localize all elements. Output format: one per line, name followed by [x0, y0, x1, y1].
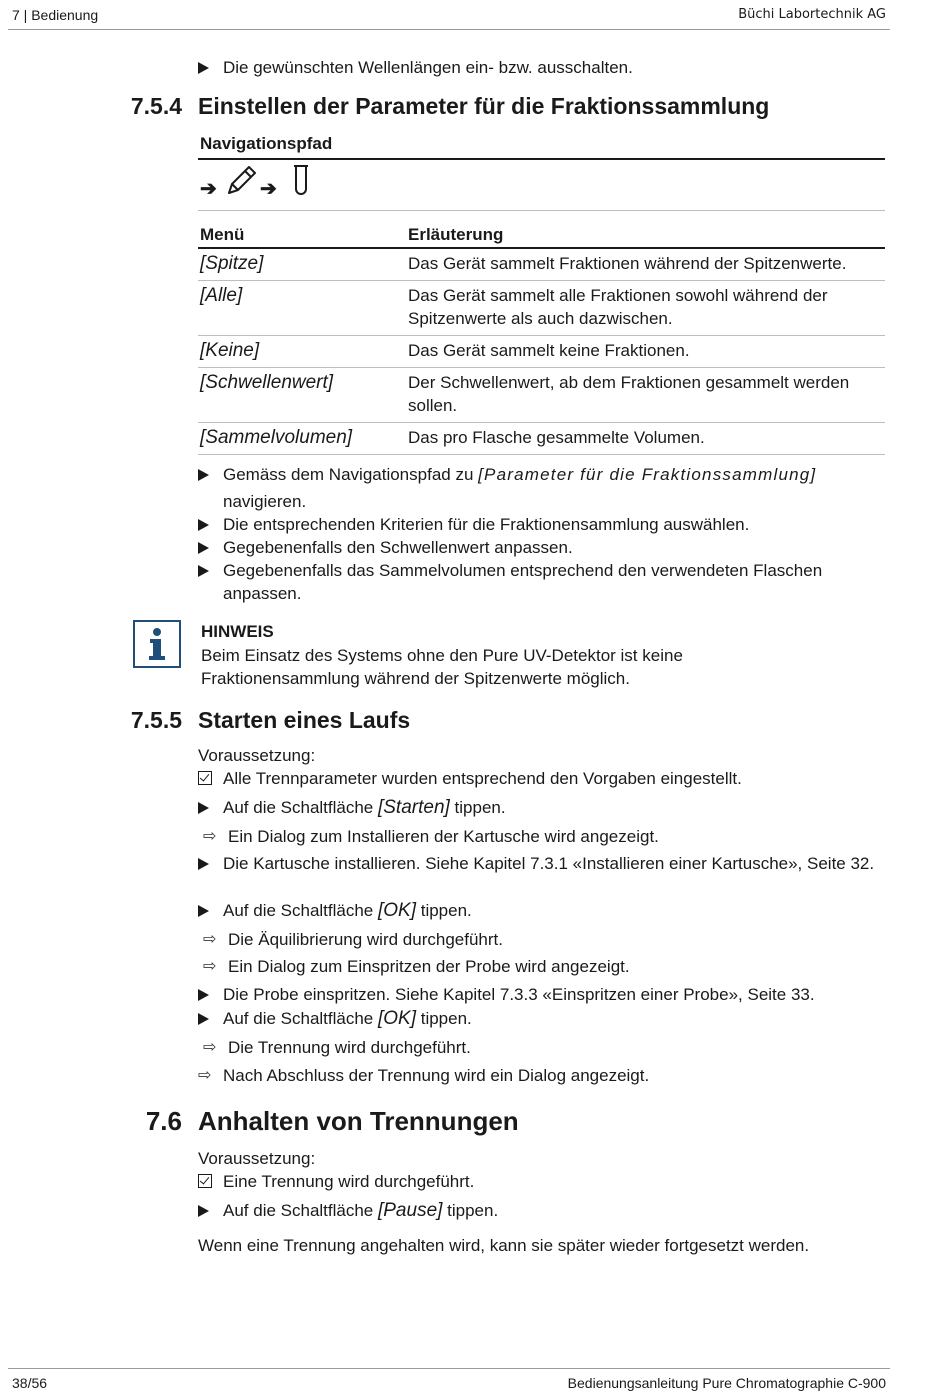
table-cell-description: Das Gerät sammelt Fraktionen während der Spitzenwerte.	[406, 248, 885, 281]
header-divider	[8, 29, 890, 30]
table-cell-description: Das pro Flasche gesammelte Volumen.	[406, 423, 885, 455]
checkbox-icon	[198, 771, 212, 785]
bullet-triangle-icon	[198, 1205, 209, 1217]
table-cell-description: Das Gerät sammelt alle Fraktionen sowohl während der Spitzenwerte als auch dazwischen.	[406, 281, 885, 336]
nav-path-title: Navigationspfad	[200, 134, 333, 153]
section-title-754: Einstellen der Parameter für die Fraktionssammlung	[198, 93, 770, 119]
table-cell-menu: [Sammelvolumen]	[198, 423, 406, 455]
step-navigate-cont: navigieren.	[223, 492, 307, 511]
prerequisite-item: Eine Trennung wird durchgeführt.	[198, 1170, 878, 1193]
step-inject-sample: Die Probe einspritzen. Siehe Kapitel 7.3.3 «Einspritzen einer Probe», Seite 33.	[198, 983, 878, 1006]
prerequisite-label: Voraussetzung:	[198, 1149, 316, 1168]
result-arrow-icon: ⇨	[203, 1039, 217, 1056]
intro-step: Die gewünschten Wellenlängen ein- bzw. ausschalten.	[198, 56, 878, 79]
bullet-triangle-icon	[198, 1013, 209, 1025]
table-header-row	[198, 222, 885, 248]
bullet-triangle-icon	[198, 469, 209, 481]
prerequisite-label: Voraussetzung:	[198, 746, 316, 765]
section-title-755: Starten eines Laufs	[198, 707, 411, 733]
step-install-cartridge: Die Kartusche installieren. Siehe Kapitel 7.3.1 «Installieren einer Kartusche», Seite 32.	[198, 852, 878, 875]
result-item: ⇨ Ein Dialog zum Einspritzen der Probe wird angezeigt.	[203, 957, 630, 976]
nav-path-bottom-rule	[198, 210, 885, 211]
footer-divider	[8, 1368, 890, 1369]
result-arrow-icon: ⇨	[203, 828, 217, 845]
note-text: Beim Einsatz des Systems ohne den Pure UV-Detektor ist keine Fraktionensammlung während der Spitzenwerte möglich.	[201, 646, 683, 688]
step-threshold: Gegebenenfalls den Schwellenwert anpassen.	[198, 536, 878, 559]
checkbox-icon	[198, 1174, 212, 1188]
table-cell-menu: [Spitze]	[198, 248, 406, 281]
table-cell-description: Das Gerät sammelt keine Fraktionen.	[406, 336, 885, 368]
menu-table	[198, 222, 885, 455]
ui-button-label: [OK]	[377, 1008, 416, 1029]
bullet-triangle-icon	[198, 858, 209, 870]
section-title-76: Anhalten von Trennungen	[198, 1106, 519, 1136]
footer-document-title: Bedienungsanleitung Pure Chromatographie C-900	[567, 1375, 886, 1391]
table-cell-menu: [Keine]	[198, 336, 406, 368]
table-row	[198, 248, 885, 281]
bullet-triangle-icon	[198, 565, 209, 577]
page-number: 38/56	[12, 1375, 48, 1391]
ui-button-label: [Starten]	[377, 797, 450, 818]
step-tap-ok: Auf die Schaltfläche [OK] tippen.	[198, 899, 878, 922]
step-navigate: Gemäss dem Navigationspfad zu [Parameter für die Fraktionssammlung]	[198, 463, 878, 486]
bullet-triangle-icon	[198, 542, 209, 554]
table-header-menu: Menü	[198, 222, 406, 248]
step-tap-ok: Auf die Schaltfläche [OK] tippen.	[198, 1007, 878, 1030]
note-title: HINWEIS	[201, 622, 274, 641]
header-company: Büchi Labortechnik AG	[738, 7, 886, 22]
arrow-right-icon: ➔	[260, 178, 277, 200]
header-chapter: 7 | Bedienung	[12, 7, 99, 23]
closing-paragraph: Wenn eine Trennung angehalten wird, kann sie später wieder fortgesetzt werden.	[198, 1236, 810, 1255]
table-header-description: Erläuterung	[406, 222, 885, 248]
prerequisite-item: Alle Trennparameter wurden entsprechend den Vorgaben eingestellt.	[198, 767, 878, 790]
arrow-right-icon: ➔	[200, 178, 217, 200]
result-arrow-icon: ⇨	[198, 1067, 212, 1084]
result-item: ⇨ Nach Abschluss der Trennung wird ein Dialog angezeigt.	[198, 1066, 650, 1085]
info-icon	[133, 620, 181, 668]
result-item: ⇨ Die Äquilibrierung wird durchgeführt.	[203, 930, 503, 949]
bullet-triangle-icon	[198, 905, 209, 917]
result-item: ⇨ Ein Dialog zum Installieren der Kartusche wird angezeigt.	[203, 827, 659, 846]
result-arrow-icon: ⇨	[203, 931, 217, 948]
table-row	[198, 368, 885, 423]
ui-path-label: [Parameter für die Fraktionssammlung]	[478, 465, 817, 484]
step-select-criteria: Die entsprechenden Kriterien für die Fraktionensammlung auswählen.	[198, 513, 878, 536]
step-tap-pause: Auf die Schaltfläche [Pause] tippen.	[198, 1199, 878, 1222]
step-tap-start: Auf die Schaltfläche [Starten] tippen.	[198, 796, 878, 819]
table-row	[198, 423, 885, 455]
pencil-icon	[224, 164, 258, 198]
table-cell-menu: [Alle]	[198, 281, 406, 336]
test-tube-icon	[290, 164, 312, 196]
ui-button-label: [Pause]	[377, 1200, 443, 1221]
bullet-triangle-icon	[198, 519, 209, 531]
bullet-triangle-icon	[198, 802, 209, 814]
step-volume: Gegebenenfalls das Sammelvolumen entsprechend den verwendeten Flaschen anpassen.	[198, 559, 878, 605]
nav-path	[198, 164, 398, 204]
table-row	[198, 281, 885, 336]
result-item: ⇨ Die Trennung wird durchgeführt.	[203, 1038, 471, 1057]
ui-button-label: [OK]	[377, 900, 416, 921]
bullet-triangle-icon	[198, 989, 209, 1001]
result-arrow-icon: ⇨	[203, 958, 217, 975]
nav-path-rule	[198, 158, 885, 160]
table-row	[198, 336, 885, 368]
table-cell-menu: [Schwellenwert]	[198, 368, 406, 423]
bullet-triangle-icon	[198, 62, 209, 74]
table-cell-description: Der Schwellenwert, ab dem Fraktionen gesammelt werden sollen.	[406, 368, 885, 423]
